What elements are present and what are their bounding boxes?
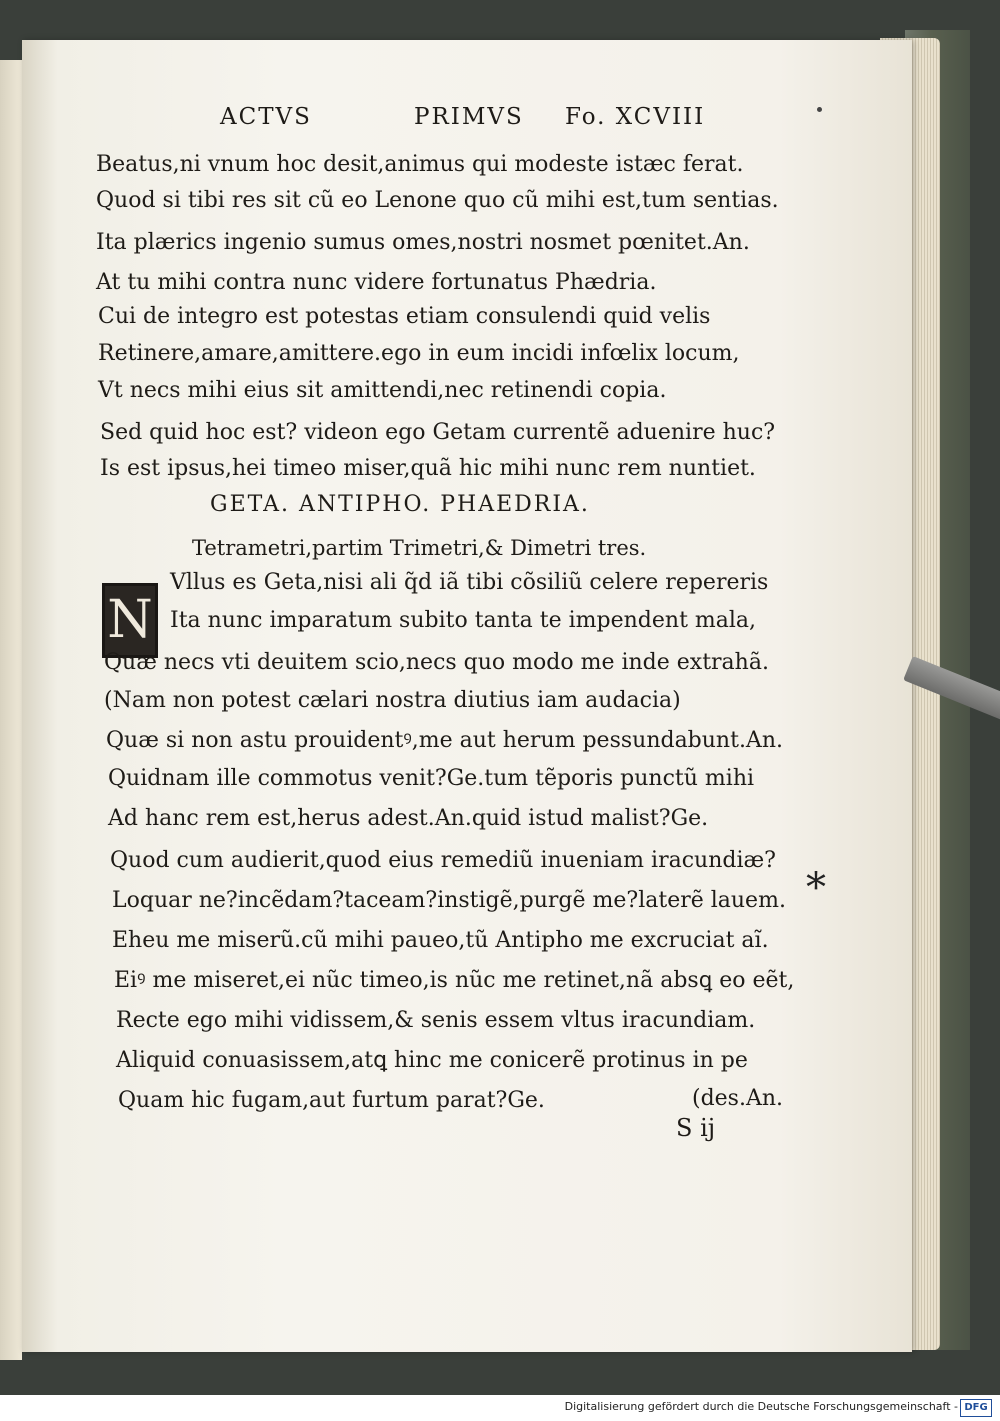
text-line: Quæ necs vti deuitem scio,necs quo modo me inde extrahã. <box>104 650 769 675</box>
signature-mark: S ij <box>676 1114 716 1142</box>
text-line: Vt necs mihi eius sit amittendi,nec retinendi copia. <box>98 378 667 403</box>
text-line: Cui de integro est potestas etiam consulendi quid velis <box>98 304 711 329</box>
left-page-edge <box>0 60 22 1360</box>
running-head-left: ACTVS <box>220 104 312 130</box>
text-line: Beatus,ni vnum hoc desit,animus qui modeste istæc ferat. <box>96 152 744 177</box>
text-line: Eiꝰ me miseret,ei nũc timeo,is nũc me retinet,nã absꝗ eo eẽt, <box>114 968 795 993</box>
text-line: Is est ipsus,hei timeo miser,quã hic mihi nunc rem nuntiet. <box>100 456 756 481</box>
footer-bar <box>0 1395 1000 1421</box>
text-line: Quam hic fugam,aut furtum parat?Ge. <box>118 1088 545 1113</box>
running-head-folio: Fo. XCVIII <box>565 104 706 130</box>
text-line: Quod si tibi res sit cũ eo Lenone quo cũ mihi est,tum sentias. <box>96 188 779 213</box>
text-line: Aliquid conuasissem,atꝗ hinc me conicerẽ protinus in pe <box>116 1048 748 1073</box>
dfg-logo: DFG <box>960 1399 992 1417</box>
running-head-center: PRIMVS <box>414 104 524 130</box>
text-line: At tu mihi contra nunc videre fortunatus Phædria. <box>96 270 657 295</box>
scene-heading: GETA. ANTIPHO. PHAEDRIA. <box>210 492 590 517</box>
text-line: Quod cum audierit,quod eius remediũ inueniam iracundiæ? <box>110 848 776 873</box>
text-line: (Nam non potest cælari nostra diutius iam audacia) <box>104 688 681 713</box>
running-head <box>220 104 720 140</box>
meter-subheading: Tetrametri,partim Trimetri,& Dimetri tres. <box>192 536 647 560</box>
text-line: Recte ego mihi vidissem,& senis essem vltus iracundiam. <box>116 1008 756 1033</box>
text-line: Sed quid hoc est? videon ego Getam currentẽ aduenire huc? <box>100 420 776 445</box>
text-line: Quæ si non astu prouidentꝰ,me aut herum pessundabunt.An. <box>106 728 783 753</box>
margin-asterisk: * <box>806 865 826 911</box>
text-line: Vllus es Geta,nisi ali q̃d iã tibi cõsiliũ celere repereris <box>170 570 769 595</box>
text-line: Ita nunc imparatum subito tanta te impendent mala, <box>170 608 757 633</box>
text-line-turnover: (des.An. <box>692 1086 784 1111</box>
text-line: Ad hanc rem est,herus adest.An.quid istud malist?Ge. <box>108 806 709 831</box>
text-line: Retinere,amare,amittere.ego in eum incidi infœlix locum, <box>98 341 740 366</box>
decorated-initial: N <box>102 583 158 658</box>
margin-dot <box>817 107 822 112</box>
text-line: Loquar ne?incẽdam?taceam?instigẽ,purgẽ me?laterẽ lauem. <box>112 888 786 913</box>
text-line: Eheu me miserũ.cũ mihi paueo,tũ Antipho me excruciat aĩ. <box>112 928 769 953</box>
text-line: Ita plærics ingenio sumus omes,nostri nosmet pœnitet.An. <box>96 230 750 255</box>
text-line: Quidnam ille commotus venit?Ge.tum tẽporis punctũ mihi <box>108 766 755 791</box>
funding-credit: Digitalisierung gefördert durch die Deutsche Forschungsgemeinschaft - <box>564 1400 958 1413</box>
